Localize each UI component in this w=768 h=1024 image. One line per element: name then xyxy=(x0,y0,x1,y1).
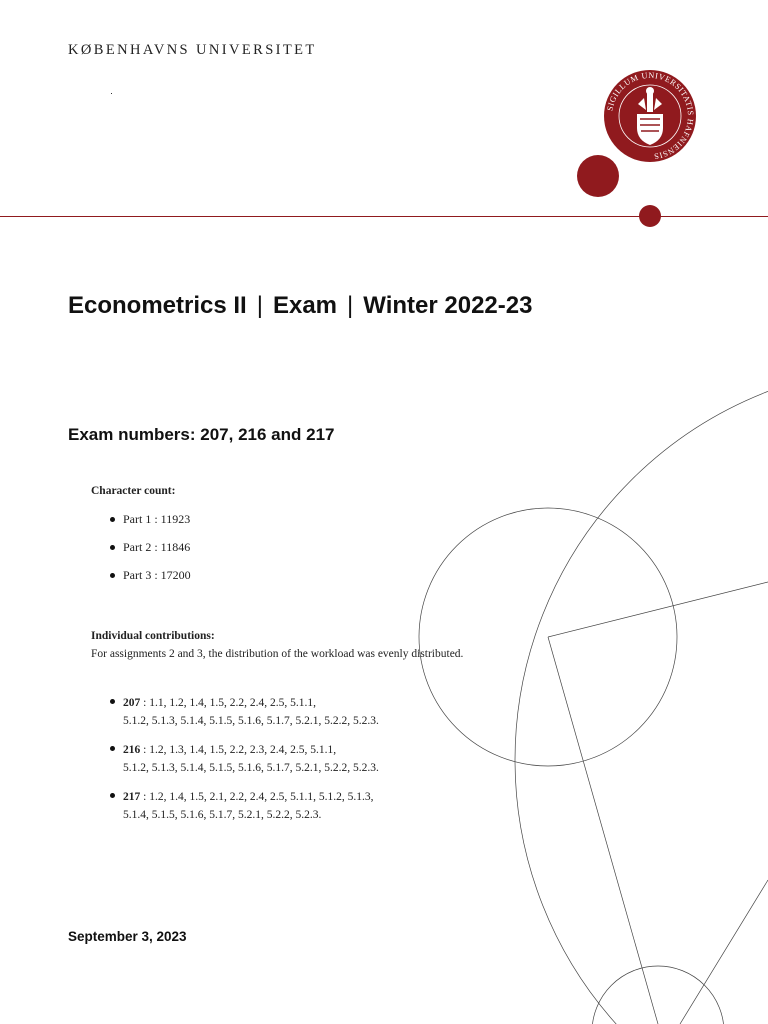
group-number-216: 216 xyxy=(123,744,141,756)
list-item xyxy=(110,540,191,568)
contributions-heading: Individual contributions: xyxy=(91,630,215,642)
contributions-text: For assignments 2 and 3, the distribution of the workload was evenly distributed. xyxy=(91,648,464,660)
character-count-list xyxy=(110,512,191,596)
title-type: Exam xyxy=(272,292,338,319)
document-date: September 3, 2023 xyxy=(68,929,187,944)
geometry-line-2 xyxy=(548,637,658,1024)
list-item xyxy=(110,741,450,777)
bullet-icon xyxy=(110,545,115,550)
document-title xyxy=(68,292,532,320)
character-count-part-3: Part 3 : 17200 xyxy=(123,568,191,582)
list-item xyxy=(110,694,450,730)
group-line-1: : 1.2, 1.3, 1.4, 1.5, 2.2, 2.3, 2.4, 2.5, 5.1.1, xyxy=(140,744,337,756)
group-contributions-list xyxy=(110,694,450,835)
svg-text:SIGILLUM UNIVERSITATIS HAFNIEN: SIGILLUM UNIVERSITATIS HAFNIENSIS xyxy=(605,70,696,161)
title-separator: | xyxy=(256,292,263,319)
outline-circle-large xyxy=(515,365,768,1024)
title-term: Winter 2022-23 xyxy=(363,292,533,319)
bullet-icon xyxy=(110,793,115,798)
exam-numbers-heading: Exam numbers: 207, 216 and 217 xyxy=(68,425,335,444)
geometry-line-1 xyxy=(548,582,768,637)
header-dot xyxy=(111,93,112,94)
list-item xyxy=(110,512,191,540)
title-separator: | xyxy=(347,292,354,319)
character-count-heading: Character count: xyxy=(91,485,176,497)
group-line-1: : 1.1, 1.2, 1.4, 1.5, 2.2, 2.4, 2.5, 5.1.1, xyxy=(140,697,316,709)
bullet-icon xyxy=(110,573,115,578)
contributions-section xyxy=(91,630,561,660)
list-item xyxy=(110,788,450,824)
character-count-part-2: Part 2 : 11846 xyxy=(123,540,191,554)
bullet-icon xyxy=(110,517,115,522)
character-count-part-1: Part 1 : 11923 xyxy=(123,512,191,526)
group-line-2: 5.1.2, 5.1.3, 5.1.4, 5.1.5, 5.1.6, 5.1.7, 5.2.1, 5.2.2, 5.2.3. xyxy=(123,762,379,774)
group-number-207: 207 xyxy=(123,697,141,709)
university-seal-logo xyxy=(604,70,696,162)
list-item xyxy=(110,568,191,596)
bullet-icon xyxy=(110,699,115,704)
outline-circle-bottom xyxy=(592,966,724,1024)
group-line-1: : 1.2, 1.4, 1.5, 2.1, 2.2, 2.4, 2.5, 5.1.1, 5.1.2, 5.1.3, xyxy=(140,791,374,803)
group-number-217: 217 xyxy=(123,791,141,803)
geometry-line-3 xyxy=(680,880,768,1024)
group-line-2: 5.1.2, 5.1.3, 5.1.4, 5.1.5, 5.1.6, 5.1.7, 5.2.1, 5.2.2, 5.2.3. xyxy=(123,715,379,727)
group-line-2: 5.1.4, 5.1.5, 5.1.6, 5.1.7, 5.2.1, 5.2.2, 5.2.3. xyxy=(123,809,322,821)
title-course: Econometrics II xyxy=(68,292,247,319)
red-dot-small xyxy=(639,205,661,227)
bullet-icon xyxy=(110,746,115,751)
university-name: KØBENHAVNS UNIVERSITET xyxy=(68,42,317,58)
